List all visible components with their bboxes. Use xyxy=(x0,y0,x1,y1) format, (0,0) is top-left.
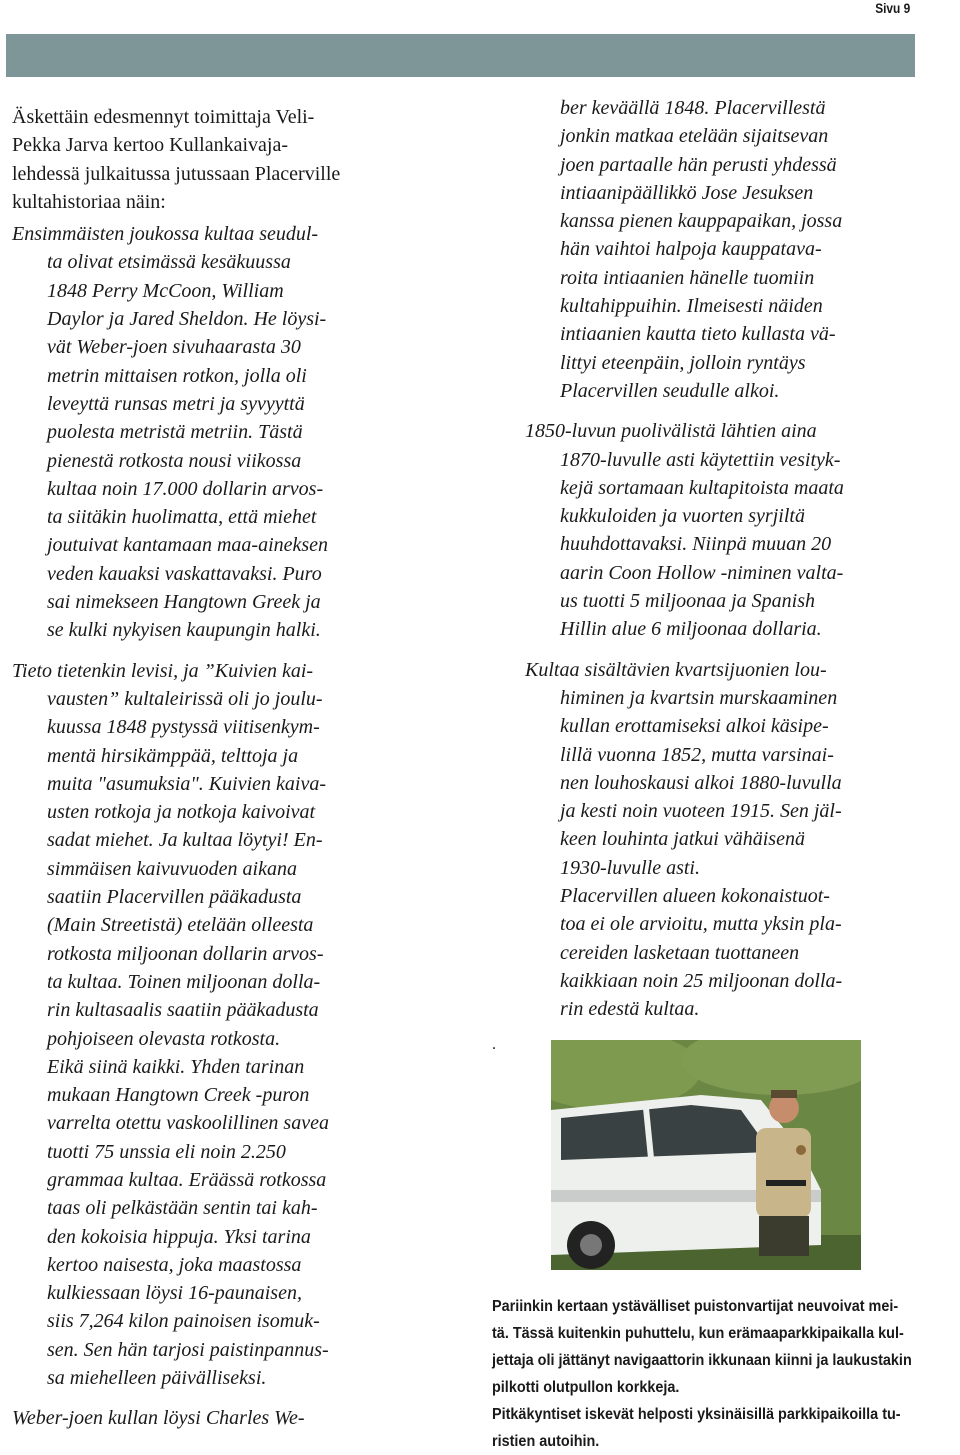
text-line: ta siitäkin huolimatta, että miehet xyxy=(47,506,317,529)
left-column xyxy=(12,103,462,1433)
text-line: mentä hirsikämppää, telttoja ja xyxy=(47,744,299,767)
text-line: kaikkiaan noin 25 miljoonan dolla- xyxy=(560,969,843,992)
text-line: Placervillen seudulle alkoi. xyxy=(560,379,780,402)
text-line: joutuivat kantamaan maa-aineksen xyxy=(47,534,329,557)
text-line: kultahistoriaa näin: xyxy=(12,190,166,213)
text-line: kullan erottamiseksi alkoi käsipe- xyxy=(560,715,829,738)
photo-caption xyxy=(492,1293,927,1455)
text-line: jettaja oli jättänyt navigaattorin ikkunaan kiinni ja laukustakin xyxy=(492,1352,912,1369)
text-line: 1848 Perry McCoon, William xyxy=(47,279,284,302)
text-line: kejä sortamaan kultapitoista maata xyxy=(560,476,844,499)
text-line: lillä vuonna 1852, mutta varsinai- xyxy=(560,743,834,766)
text-line: vausten” kultaleirissä oli jo joulu- xyxy=(47,687,323,710)
text-line: ber keväällä 1848. Placervillestä xyxy=(560,97,826,119)
text-line: rin edestä kultaa. xyxy=(560,998,700,1021)
text-line: kulkiessaan löysi 16-paunaisen, xyxy=(47,1282,302,1305)
intro-paragraph xyxy=(12,103,462,216)
text-line: mukaan Hangtown Creek -puron xyxy=(47,1084,310,1107)
text-line: huuhdottavaksi. Niinpä muuan 20 xyxy=(560,533,832,556)
text-line: intiaanipäällikkö Jose Jesuksen xyxy=(560,181,814,204)
text-line: ja kesti noin vuoteen 1915. Sen jäl- xyxy=(560,800,842,823)
text-line: roita intiaanien hänelle tuomiin xyxy=(560,266,815,289)
text-line: (Main Streetistä) etelään olleesta xyxy=(47,914,314,937)
text-line: simmäisen kaivuvuoden aikana xyxy=(47,857,297,880)
text-line: usten rotkoja ja notkoja kaivoivat xyxy=(47,801,316,824)
text-line: cereiden lasketaan tuottaneen xyxy=(560,941,800,964)
text-line: se kulki nykyisen kaupungin halki. xyxy=(47,619,321,642)
text-line: us tuotti 5 miljoonaa ja Spanish xyxy=(560,590,816,613)
text-line: ta olivat etsimässä kesäkuussa xyxy=(47,251,291,274)
text-line: Kultaa sisältävien kvartsijuonien lou- xyxy=(525,658,827,681)
right-column xyxy=(525,94,945,1024)
text-line: lehdessä julkaitussa jutussaan Placerville xyxy=(12,162,341,185)
text-line: metrin mittaisen rotkon, jolla oli xyxy=(47,364,307,387)
text-line: Pitkäkyntiset iskevät helposti yksinäisillä parkkipaikoilla tu- xyxy=(492,1406,901,1423)
text-line: sa miehelleen päivälliseksi. xyxy=(47,1367,267,1390)
story-paragraph-4 xyxy=(525,94,945,405)
ranger-photo xyxy=(551,1040,861,1270)
ranger-photo-illustration xyxy=(551,1040,861,1270)
text-line: Weber-joen kullan löysi Charles We- xyxy=(12,1407,305,1430)
text-line: 1930-luvulle asti. xyxy=(560,856,700,879)
text-line: vät Weber-joen sivuhaarasta 30 xyxy=(47,336,301,359)
text-line: ta kultaa. Toinen miljoonan dolla- xyxy=(47,970,321,993)
text-line: aarin Coon Hollow -niminen valta- xyxy=(560,561,844,584)
text-line: nen louhoskausi alkoi 1880-luvulla xyxy=(560,771,842,794)
story-paragraph-5 xyxy=(525,417,945,643)
page-number: Sivu 9 xyxy=(874,0,910,16)
text-line: Ensimmäisten joukossa kultaa seudul- xyxy=(12,223,319,246)
text-line: kanssa pienen kauppapaikan, jossa xyxy=(560,210,843,233)
text-line: toa ei ole arvioitu, mutta yksin pla- xyxy=(560,913,842,936)
text-line: leveyttä runsas metri ja syvyyttä xyxy=(47,392,305,415)
text-line: kukkuloiden ja vuorten syrjiltä xyxy=(560,505,805,528)
text-line: siis 7,264 kilon painoisen isomuk- xyxy=(47,1310,320,1333)
story-paragraph-2 xyxy=(12,657,462,1393)
text-line: pilkotti olutpullon korkkeja. xyxy=(492,1379,680,1396)
text-line: kuussa 1848 pystyssä viitisenkym- xyxy=(47,716,320,739)
text-line: Placervillen alueen kokonaistuot- xyxy=(560,885,830,908)
text-line: Äskettäin edesmennyt toimittaja Veli- xyxy=(12,106,315,128)
text-line: veden kauaksi vaskattavaksi. Puro xyxy=(47,562,322,585)
text-line: sen. Sen hän tarjosi paistinpannus- xyxy=(47,1338,329,1361)
text-line: Eikä siinä kaikki. Yhden tarinan xyxy=(47,1055,305,1078)
stray-dot: . xyxy=(492,1036,496,1053)
text-line: rotkosta miljoonan dollarin arvos- xyxy=(47,942,324,965)
text-line: saatiin Placervillen pääkadusta xyxy=(47,886,302,909)
text-line: sai nimekseen Hangtown Greek ja xyxy=(47,591,321,614)
text-line: varrelta otettu vaskoolillinen savea xyxy=(47,1112,329,1135)
text-line: taas oli pelkästään sentin tai kah- xyxy=(47,1197,318,1220)
text-line: sadat miehet. Ja kultaa löytyi! En- xyxy=(47,829,323,852)
text-line: rin kultasaalis saatiin pääkadusta xyxy=(47,999,319,1022)
text-line: joen partaalle hän perusti yhdessä xyxy=(560,153,837,176)
text-line: Daylor ja Jared Sheldon. He löysi- xyxy=(47,308,327,331)
story-paragraph-3 xyxy=(12,1404,462,1432)
text-line: tä. Tässä kuitenkin puhuttelu, kun erämaaparkkipaikalla kul- xyxy=(492,1325,904,1342)
text-line: kertoo naisesta, joka maastossa xyxy=(47,1253,302,1276)
text-line: den kokoisia hippuja. Yksi tarina xyxy=(47,1225,311,1248)
text-line: keen louhinta jatkui vähäisenä xyxy=(560,828,805,851)
text-line: intiaanien kautta tieto kullasta vä- xyxy=(560,323,836,346)
text-line: kultaa noin 17.000 dollarin arvos- xyxy=(47,477,324,500)
text-line: himinen ja kvartsin murskaaminen xyxy=(560,686,838,709)
text-line: pienestä rotkosta nousi viikossa xyxy=(47,449,302,472)
text-line: puolesta metristä metriin. Tästä xyxy=(47,421,303,444)
text-line: 1850-luvun puolivälistä lähtien aina xyxy=(525,420,817,443)
text-line: hän vaihtoi halpoja kauppatava- xyxy=(560,238,822,261)
story-paragraph-1 xyxy=(12,220,462,644)
text-line: pohjoiseen olevasta rotkosta. xyxy=(47,1027,281,1050)
text-line: Tieto tietenkin levisi, ja ”Kuivien kai- xyxy=(12,659,314,682)
header-band xyxy=(6,34,915,77)
text-line: jonkin matkaa etelään sijaitsevan xyxy=(560,125,829,148)
text-line: 1870-luvulle asti käytettiin vesityk- xyxy=(560,448,841,471)
text-line: Hillin alue 6 miljoonaa dollaria. xyxy=(560,618,822,641)
text-line: muita "asumuksia". Kuivien kaiva- xyxy=(47,772,326,795)
text-line: Pekka Jarva kertoo Kullankaivaja- xyxy=(12,134,289,157)
text-line: Pariinkin kertaan ystävälliset puistonvartijat neuvoivat mei- xyxy=(492,1298,899,1315)
text-line: kultahippuihin. Ilmeisesti näiden xyxy=(560,295,823,318)
text-line: ristien autoihin. xyxy=(492,1433,600,1450)
text-line: littyi eteenpäin, jolloin ryntäys xyxy=(560,351,806,374)
text-line: grammaa kultaa. Eräässä rotkossa xyxy=(47,1168,327,1191)
text-line: tuotti 75 unssia eli noin 2.250 xyxy=(47,1140,286,1163)
story-paragraph-6 xyxy=(525,656,945,1024)
